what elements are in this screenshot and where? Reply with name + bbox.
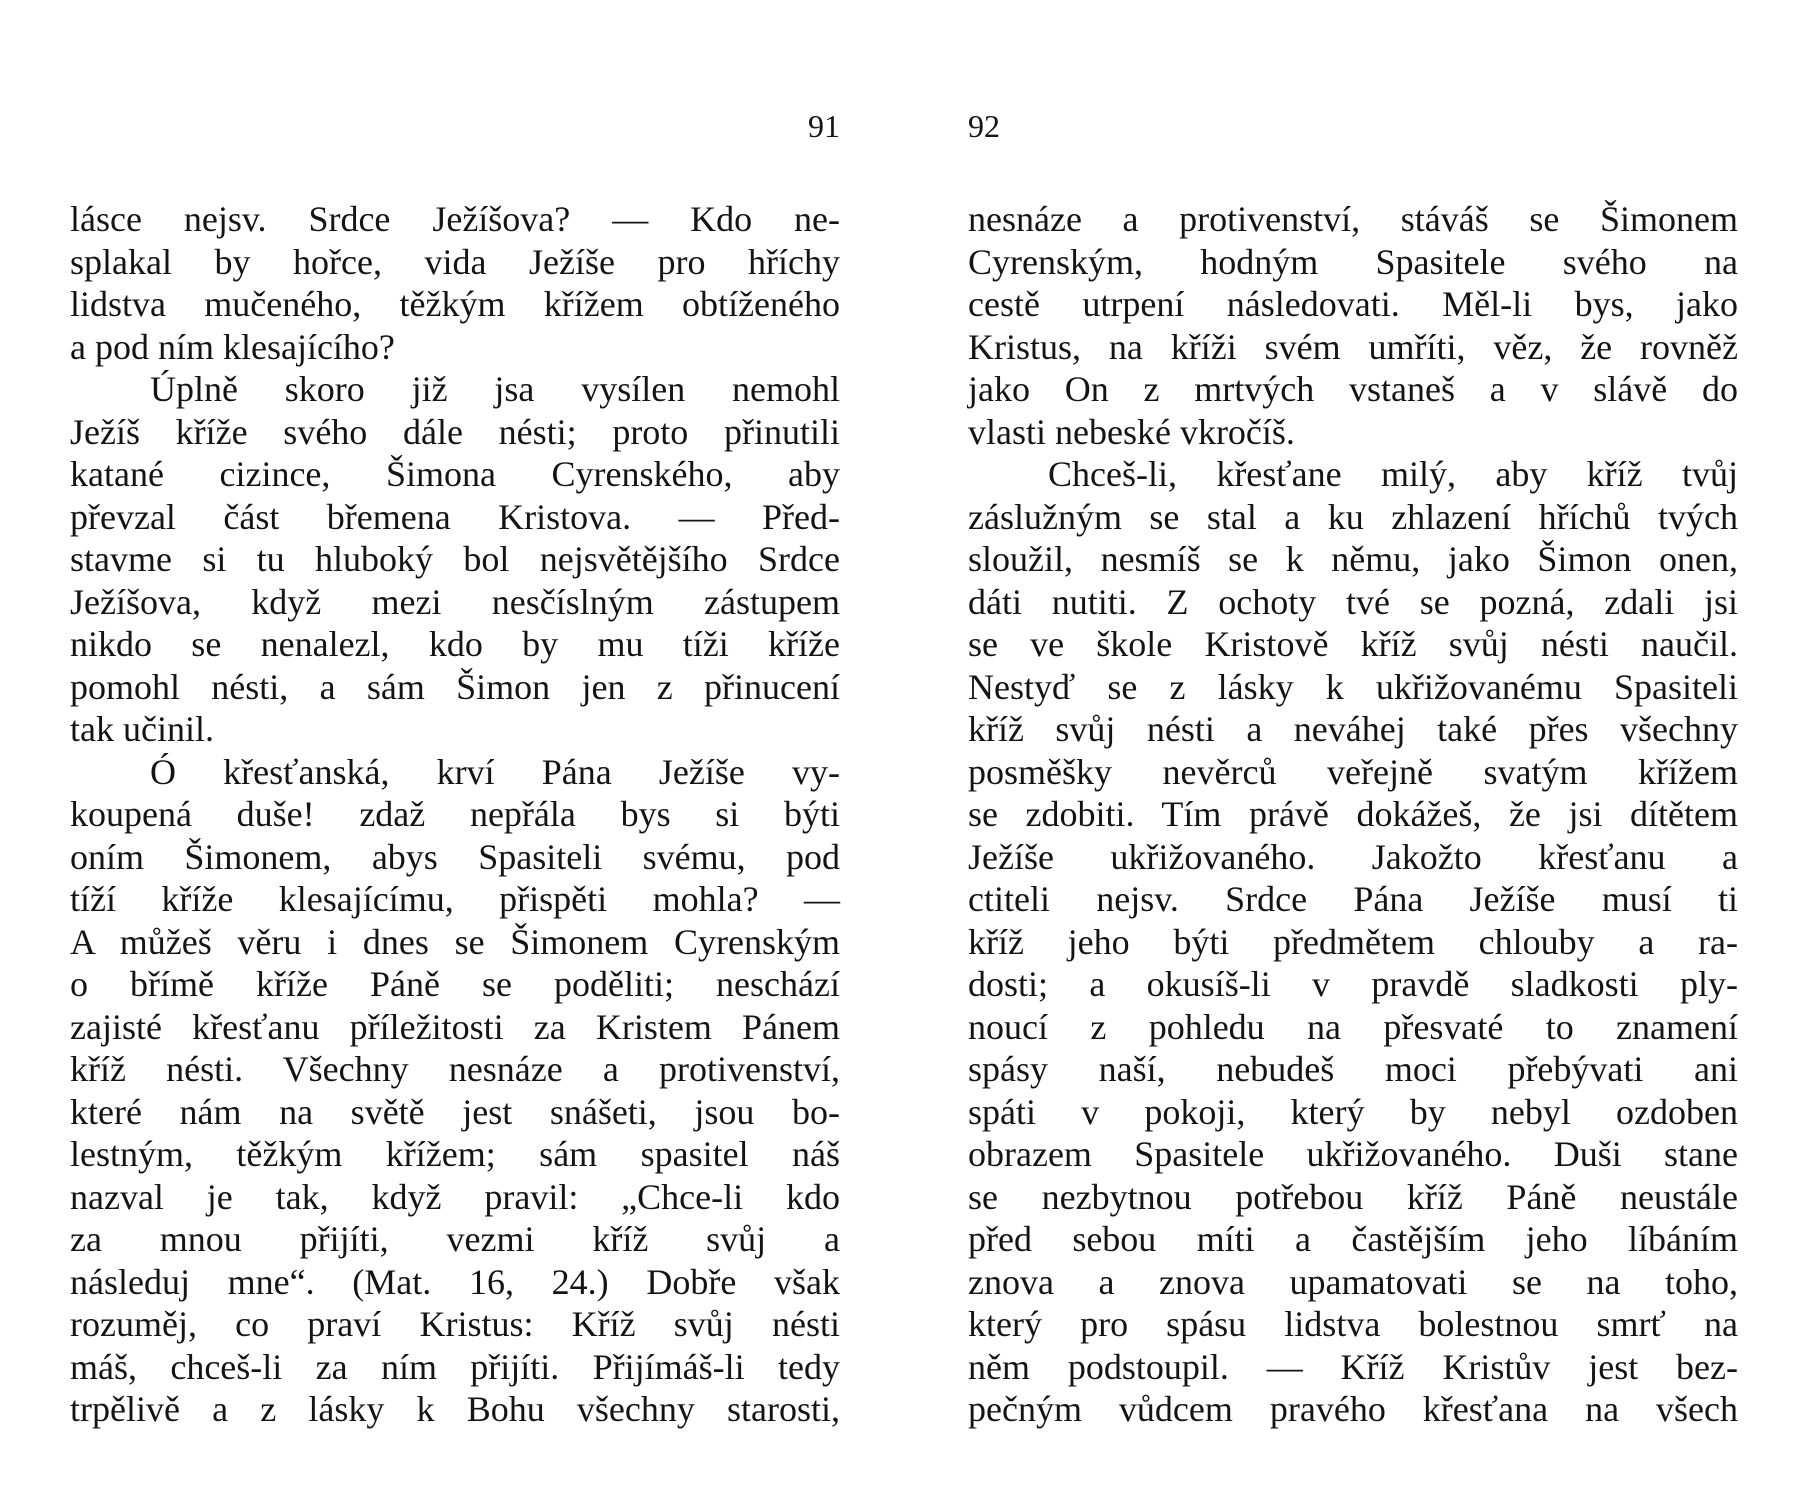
text-line: obrazem Spasitele ukřižovaného. Duši stane — [968, 1134, 1738, 1174]
text-line: kříž svůj nésti a neváhej také přes všechny — [968, 709, 1738, 749]
text-line: lestným, těžkým křížem; sám spasitel náš — [70, 1134, 840, 1174]
text-line: Ó křesťanská, krví Pána Ježíše vy- — [150, 751, 840, 792]
text-line: nikdo se nenalezl, kdo by mu tíži kříže — [70, 624, 840, 664]
text-line: nazval je tak, když pravil: „Chce-li kdo — [70, 1176, 840, 1217]
text-line: se ve škole Kristově kříž svůj nésti naučil. — [968, 624, 1738, 664]
text-line: noucí z pohledu na přesvaté to znamení — [968, 1006, 1738, 1047]
text-line: pomohl nésti, a sám Šimon jen z přinucení — [70, 666, 840, 707]
text-line: oním Šimonem, abys Spasiteli svému, pod — [70, 836, 840, 877]
text-line: kříž nésti. Všechny nesnáze a protivenství, — [70, 1049, 840, 1089]
text-line: nesnáze a protivenství, stáváš se Šimonem — [968, 199, 1738, 239]
text-line: něm podstoupil. — Kříž Kristův jest bez- — [968, 1346, 1738, 1387]
text-line: následuj mne“. (Mat. 16, 24.) Dobře však — [70, 1261, 840, 1302]
text-line: rozuměj, co praví Kristus: Kříž svůj nésti — [70, 1304, 840, 1344]
text-line: který pro spásu lidstva bolestnou smrť na — [968, 1304, 1738, 1344]
text-line: záslužným se stal a ku zhlazení hříchů tvých — [968, 496, 1738, 537]
text-line: lásce nejsv. Srdce Ježíšova? — Kdo ne- — [70, 199, 840, 239]
text-line: A můžeš věru i dnes se Šimonem Cyrenským — [70, 921, 840, 962]
text-line: znova a znova upamatovati se na toho, — [968, 1261, 1738, 1302]
text-line: lidstva mučeného, těžkým křížem obtíženého — [70, 284, 840, 324]
text-line: kříž jeho býti předmětem chlouby a ra- — [968, 921, 1738, 962]
text-line: katané cizince, Šimona Cyrenského, aby — [70, 454, 840, 494]
text-line: spáti v pokoji, který by nebyl ozdoben — [968, 1091, 1738, 1132]
text-line: Kristus, na kříži svém umříti, věz, že rovněž — [968, 326, 1738, 367]
text-line: Chceš-li, křesťane milý, aby kříž tvůj — [1048, 454, 1738, 494]
text-line: se zdobiti. Tím právě dokážeš, že jsi dítětem — [968, 794, 1738, 834]
text-line: Úplně skoro již jsa vysílen nemohl — [150, 369, 840, 409]
text-line: které nám na světě jest snášeti, jsou bo- — [70, 1091, 840, 1132]
right-page — [968, 0, 1738, 1500]
left-page — [70, 0, 840, 1500]
text-line: převzal část břemena Kristova. — Před- — [70, 496, 840, 537]
text-line: sloužil, nesmíš se k němu, jako Šimon onen, — [968, 539, 1738, 579]
text-line: pečným vůdcem pravého křesťana na všech — [968, 1389, 1738, 1429]
text-line: tak učinil. — [70, 709, 214, 749]
text-line: máš, chceš-li za ním přijíti. Přijímáš-li tedy — [70, 1346, 840, 1387]
text-line: stavme si tu hluboký bol nejsvětějšího Srdce — [70, 539, 840, 579]
text-line: Cyrenským, hodným Spasitele svého na — [968, 241, 1738, 282]
text-line: za mnou přijíti, vezmi kříž svůj a — [70, 1219, 840, 1259]
text-line: dosti; a okusíš-li v pravdě sladkosti ply- — [968, 964, 1738, 1004]
text-line: a pod ním klesajícího? — [70, 326, 395, 367]
text-line: jako On z mrtvých vstaneš a v slávě do — [968, 369, 1738, 409]
text-line: posměšky nevěrců veřejně svatým křížem — [968, 751, 1738, 792]
text-line: tíží kříže klesajícímu, přispěti mohla? — — [70, 879, 840, 919]
text-line: trpělivě a z lásky k Bohu všechny starosti, — [70, 1389, 840, 1429]
text-line: spásy naší, nebudeš moci přebývati ani — [968, 1049, 1738, 1089]
text-line: ctiteli nejsv. Srdce Pána Ježíše musí ti — [968, 879, 1738, 919]
text-line: se nezbytnou potřebou kříž Páně neustále — [968, 1176, 1738, 1217]
page-number-left: 91 — [808, 108, 840, 144]
text-line: splakal by hořce, vida Ježíše pro hříchy — [70, 241, 840, 282]
right-page-text — [968, 198, 1738, 1431]
left-page-text — [70, 198, 840, 1431]
page-number-right: 92 — [968, 108, 1000, 144]
text-line: vlasti nebeské vkročíš. — [968, 411, 1295, 452]
text-line: Ježíš kříže svého dále nésti; proto přinutili — [70, 411, 840, 452]
text-line: o břímě kříže Páně se poděliti; neschází — [70, 964, 840, 1004]
text-line: před sebou míti a častějším jeho líbáním — [968, 1219, 1738, 1259]
text-line: Ježíšova, když mezi nesčíslným zástupem — [70, 581, 840, 622]
text-line: Nestyď se z lásky k ukřižovanému Spasiteli — [968, 666, 1738, 707]
text-line: dáti nutiti. Z ochoty tvé se pozná, zdali jsi — [968, 581, 1738, 622]
text-line: zajisté křesťanu příležitosti za Kristem Pánem — [70, 1006, 840, 1047]
text-line: cestě utrpení následovati. Měl-li bys, jako — [968, 284, 1738, 324]
text-line: koupená duše! zdaž nepřála bys si býti — [70, 794, 840, 834]
text-line: Ježíše ukřižovaného. Jakožto křesťanu a — [968, 836, 1738, 877]
